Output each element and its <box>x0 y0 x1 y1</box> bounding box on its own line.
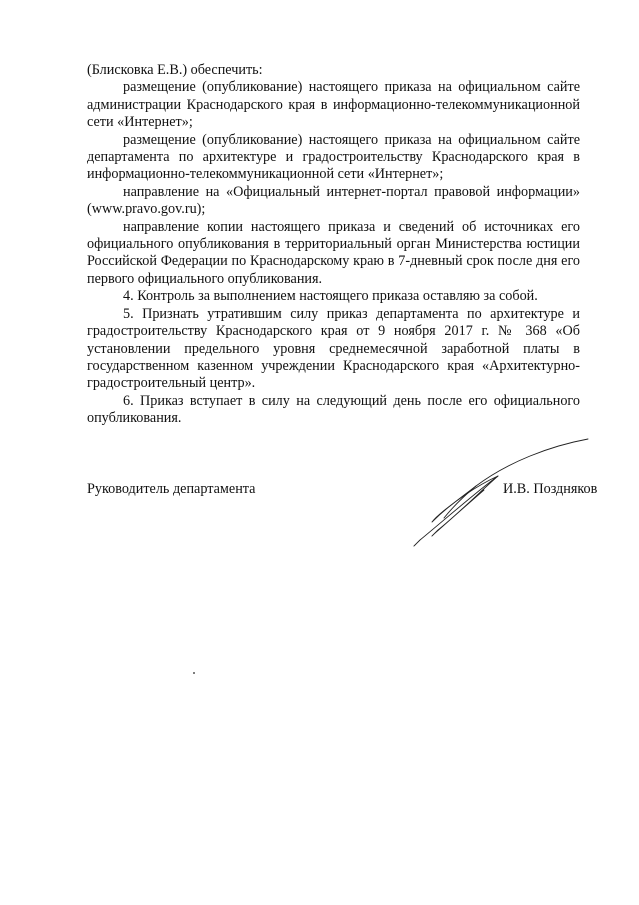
paragraph-responsible: (Блисковка Е.В.) обеспечить: <box>87 62 263 78</box>
paragraph-item-6-effect: 6. Приказ вступает в силу на следующий день после его официального опубликования. <box>87 392 580 427</box>
signatory-title: Руководитель департамента <box>87 481 256 497</box>
scan-speck <box>193 672 195 674</box>
paragraph-ministry-copy: направление копии настоящего приказа и сведений об источниках его официального опубликования в территориальный орган Министерства юстиции Российской Федерации по Краснодарскому краю в 7-дневный срок после дня его первого официального опубликования. <box>87 218 580 287</box>
paragraph-item-5-repeal: 5. Признать утратившим силу приказ департамента по архитектуре и градостроительству Краснодарского края от 9 ноября 2017 г. № 368 «Об установлении предельного уровня среднемесячной заработной платы в государственном казенном учреждении Краснодарского края «Архитектурно-градостроительный центр». <box>87 305 580 392</box>
signatory-name: И.В. Поздняков <box>503 481 598 497</box>
paragraph-item-4-control: 4. Контроль за выполнением настоящего приказа оставляю за собой. <box>123 288 538 305</box>
paragraph-legal-portal: направление на «Официальный интернет-портал правовой информации» (www.pravo.gov.ru); <box>87 183 580 218</box>
document-body <box>87 62 580 428</box>
paragraph-publish-department-site: размещение (опубликование) настоящего приказа на официальном сайте департамента по архитектуре и градостроительству Краснодарского края в информационно-телекоммуникационной сети «Интернет»; <box>87 131 580 183</box>
paragraph-publish-admin-site: размещение (опубликование) настоящего приказа на официальном сайте администрации Краснодарского края в информационно-телекоммуникационной сети «Интернет»; <box>87 79 580 131</box>
